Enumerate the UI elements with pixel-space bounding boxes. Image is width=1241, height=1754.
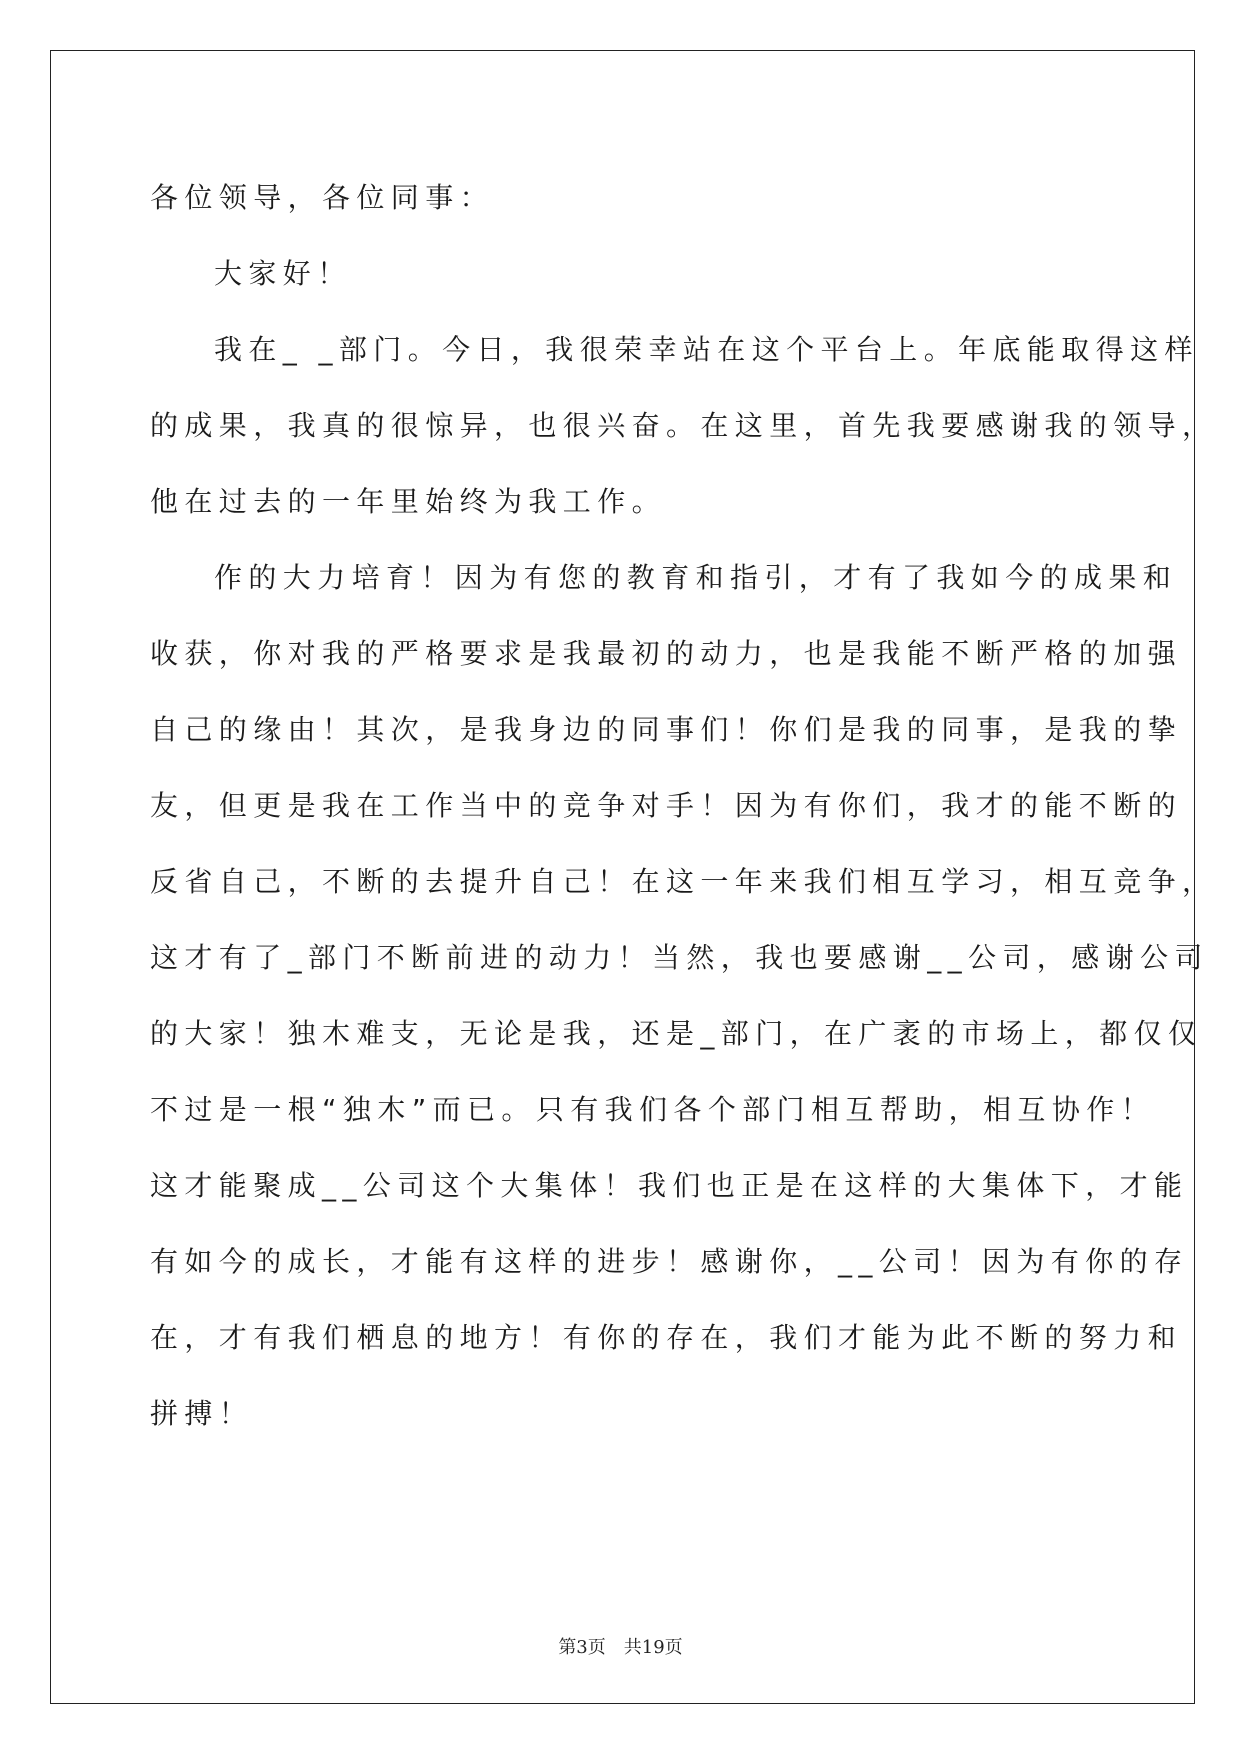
page-number: 第3页: [558, 1637, 606, 1658]
salutation: [150, 160, 1080, 236]
paragraph-greeting: [150, 236, 1080, 312]
text-line: 这才能聚成__公司这个大集体！我们也正是在这样的大集体下，才能: [150, 1169, 1189, 1202]
page-footer: [0, 1633, 1241, 1659]
text-line: 这才有了_部门不断前进的动力！当然，我也要感谢__公司，感谢公司: [150, 941, 1209, 974]
paragraph-intro: [150, 312, 1217, 540]
text-line: 的大家！独木难支，无论是我，还是_部门，在广袤的市场上，都仅仅: [150, 1017, 1203, 1050]
text-line: 作的大力培育！因为有您的教育和指引，才有了我如今的成果和: [214, 561, 1178, 594]
text-line: 大家好！: [214, 257, 352, 290]
document-body: [150, 160, 1217, 1452]
text-line: 我在_ _部门。今日，我很荣幸站在这个平台上。年底能取得这样: [214, 333, 1199, 366]
paragraph-thanks: [150, 540, 1217, 1452]
text-line: 不过是一根“独木”而已。只有我们各个部门相互帮助，相互协作！: [150, 1093, 1156, 1126]
page-total: 共19页: [623, 1637, 683, 1658]
text-line: 在，才有我们栖息的地方！有你的存在，我们才能为此不断的努力和: [150, 1321, 1183, 1354]
text-line: 自己的缘由！其次，是我身边的同事们！你们是我的同事，是我的挚: [150, 713, 1183, 746]
text-line: 他在过去的一年里始终为我工作。: [150, 485, 667, 518]
text-line: 友，但更是我在工作当中的竞争对手！因为有你们，我才的能不断的: [150, 789, 1183, 822]
text-line: 收获，你对我的严格要求是我最初的动力，也是我能不断严格的加强: [150, 637, 1183, 670]
text-line: 拼搏！: [150, 1397, 254, 1430]
text-line: 的成果，我真的很惊异，也很兴奋。在这里，首先我要感谢我的领导，: [150, 409, 1217, 442]
text-line: 有如今的成长，才能有这样的进步！感谢你，__公司！因为有你的存: [150, 1245, 1189, 1278]
salutation-line: 各位领导，各位同事：: [150, 181, 495, 214]
text-line: 反省自己，不断的去提升自己！在这一年来我们相互学习，相互竞争，: [150, 865, 1217, 898]
